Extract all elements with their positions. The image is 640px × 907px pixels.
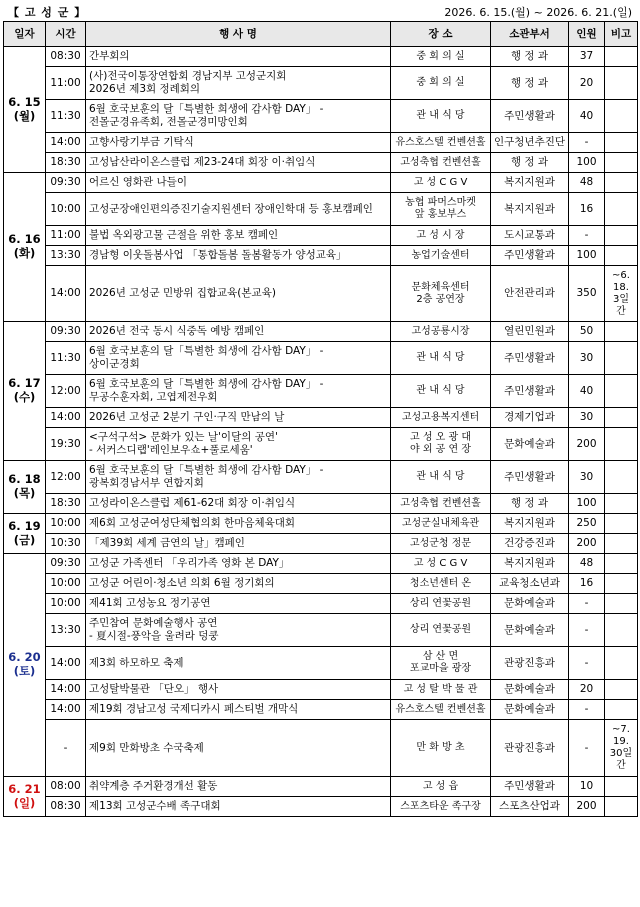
dept-cell: 교육청소년과 <box>491 574 569 594</box>
count-cell: 48 <box>569 173 605 193</box>
day-date-cell: 6. 18 (목) <box>4 461 46 514</box>
time-cell: 08:30 <box>46 47 86 67</box>
table-header-row <box>4 22 638 47</box>
dept-cell: 행 정 과 <box>491 494 569 514</box>
table-row <box>4 408 638 428</box>
table-row <box>4 647 638 680</box>
place-cell: 고성군실내체육관 <box>391 514 491 534</box>
time-cell: 12:00 <box>46 375 86 408</box>
dept-cell: 열린민원과 <box>491 322 569 342</box>
dept-cell: 관광진흥과 <box>491 720 569 777</box>
note-cell <box>605 594 638 614</box>
table-row <box>4 574 638 594</box>
event-cell: 어르신 영화관 나들이 <box>86 173 391 193</box>
table-row <box>4 461 638 494</box>
event-cell: 고성탈박물관 「단오」 행사 <box>86 680 391 700</box>
count-cell: 16 <box>569 193 605 226</box>
time-cell: 10:00 <box>46 514 86 534</box>
event-cell: 6월 호국보훈의 달「특별한 희생에 감사함 DAY」 - 상이군경회 <box>86 342 391 375</box>
table-row <box>4 594 638 614</box>
event-cell: 간부회의 <box>86 47 391 67</box>
event-cell: 고성군 가족센터 「우리가족 영화 본 DAY」 <box>86 554 391 574</box>
time-cell: 14:00 <box>46 680 86 700</box>
time-cell: 10:00 <box>46 594 86 614</box>
time-cell: 09:30 <box>46 173 86 193</box>
count-cell: - <box>569 614 605 647</box>
time-cell: 13:30 <box>46 246 86 266</box>
table-row <box>4 700 638 720</box>
place-cell: 스포츠타운 족구장 <box>391 797 491 817</box>
table-row <box>4 797 638 817</box>
event-cell: 제19회 경남고성 국제디카시 페스티벌 개막식 <box>86 700 391 720</box>
place-cell: 삼 산 면 포교마을 광장 <box>391 647 491 680</box>
schedule-table <box>3 21 638 817</box>
day-date-cell: 6. 15 (월) <box>4 47 46 173</box>
day-date-cell: 6. 17 (수) <box>4 322 46 461</box>
dept-cell: 경제기업과 <box>491 408 569 428</box>
note-cell <box>605 193 638 226</box>
count-cell: 37 <box>569 47 605 67</box>
note-cell <box>605 797 638 817</box>
time-cell: 08:30 <box>46 797 86 817</box>
count-cell: 100 <box>569 246 605 266</box>
table-row <box>4 266 638 322</box>
place-cell: 고 성 탈 박 물 관 <box>391 680 491 700</box>
place-cell: 농협 파머스마켓 앞 홍보부스 <box>391 193 491 226</box>
time-cell: 14:00 <box>46 408 86 428</box>
count-cell: - <box>569 133 605 153</box>
event-cell: 고성남산라이온스클럽 제23-24대 회장 이·취임식 <box>86 153 391 173</box>
note-cell: ~6. 18. 3일 간 <box>605 266 638 322</box>
table-row <box>4 173 638 193</box>
table-row <box>4 494 638 514</box>
time-cell: - <box>46 720 86 777</box>
note-cell: ~7. 19. 30일 간 <box>605 720 638 777</box>
schedule-header <box>0 0 640 20</box>
place-cell: 유스호스텔 컨벤션홀 <box>391 700 491 720</box>
table-row <box>4 246 638 266</box>
note-cell <box>605 133 638 153</box>
col-time: 시간 <box>46 22 86 47</box>
note-cell <box>605 100 638 133</box>
count-cell: - <box>569 720 605 777</box>
event-cell: 고성군 어린이·청소년 의회 6월 정기회의 <box>86 574 391 594</box>
table-row <box>4 193 638 226</box>
dept-cell: 복지지원과 <box>491 173 569 193</box>
table-row <box>4 554 638 574</box>
col-event: 행 사 명 <box>86 22 391 47</box>
count-cell: - <box>569 700 605 720</box>
dept-cell: 복지지원과 <box>491 193 569 226</box>
note-cell <box>605 375 638 408</box>
event-cell: 고성라이온스클럽 제61-62대 회장 이·취임식 <box>86 494 391 514</box>
event-cell: 제3회 하모하모 축제 <box>86 647 391 680</box>
place-cell: 고성축협 컨벤션홀 <box>391 153 491 173</box>
count-cell: 250 <box>569 514 605 534</box>
table-row <box>4 100 638 133</box>
table-row <box>4 777 638 797</box>
place-cell: 중 회 의 실 <box>391 67 491 100</box>
count-cell: 200 <box>569 428 605 461</box>
dept-cell: 복지지원과 <box>491 514 569 534</box>
note-cell <box>605 322 638 342</box>
event-cell: 취약계층 주거환경개선 활동 <box>86 777 391 797</box>
time-cell: 18:30 <box>46 153 86 173</box>
time-cell: 11:00 <box>46 67 86 100</box>
dept-cell: 주민생활과 <box>491 100 569 133</box>
count-cell: 10 <box>569 777 605 797</box>
count-cell: 200 <box>569 797 605 817</box>
time-cell: 12:00 <box>46 461 86 494</box>
count-cell: 40 <box>569 100 605 133</box>
table-row <box>4 47 638 67</box>
count-cell: 16 <box>569 574 605 594</box>
note-cell <box>605 226 638 246</box>
count-cell: 30 <box>569 408 605 428</box>
event-cell: 제9회 만화방초 수국축제 <box>86 720 391 777</box>
dept-cell: 행 정 과 <box>491 153 569 173</box>
event-cell: 고성군장애인편의증진기술지원센터 장애인학대 등 홍보캠페인 <box>86 193 391 226</box>
note-cell <box>605 680 638 700</box>
time-cell: 08:00 <box>46 777 86 797</box>
dept-cell: 주민생활과 <box>491 461 569 494</box>
count-cell: - <box>569 226 605 246</box>
count-cell: 48 <box>569 554 605 574</box>
count-cell: 100 <box>569 153 605 173</box>
event-cell: (사)전국이통장연합회 경남지부 고성군지회 2026년 제3회 정례회의 <box>86 67 391 100</box>
place-cell: 관 내 식 당 <box>391 375 491 408</box>
time-cell: 14:00 <box>46 700 86 720</box>
time-cell: 10:00 <box>46 574 86 594</box>
event-cell: 6월 호국보훈의 달「특별한 희생에 감사함 DAY」 - 무공수훈자회, 고엽제전우회 <box>86 375 391 408</box>
dept-cell: 행 정 과 <box>491 67 569 100</box>
dept-cell: 문화예술과 <box>491 680 569 700</box>
dept-cell: 인구청년추진단 <box>491 133 569 153</box>
count-cell: 40 <box>569 375 605 408</box>
col-note: 비고 <box>605 22 638 47</box>
table-row <box>4 534 638 554</box>
note-cell <box>605 700 638 720</box>
place-cell: 고 성 읍 <box>391 777 491 797</box>
col-place: 장 소 <box>391 22 491 47</box>
dept-cell: 문화예술과 <box>491 428 569 461</box>
event-cell: <구석구석> 문화가 있는 날'이달의 공연' - 서커스디랩'레인보우쇼+풀로세움' <box>86 428 391 461</box>
dept-cell: 주민생활과 <box>491 246 569 266</box>
dept-cell: 스포츠산업과 <box>491 797 569 817</box>
event-cell: 경남형 이웃돌봄사업 「통합돌봄 돌봄활동가 양성교육」 <box>86 246 391 266</box>
place-cell: 고성축협 컨벤션홀 <box>391 494 491 514</box>
note-cell <box>605 614 638 647</box>
dept-cell: 관광진흥과 <box>491 647 569 680</box>
dept-cell: 주민생활과 <box>491 777 569 797</box>
place-cell: 관 내 식 당 <box>391 100 491 133</box>
dept-cell: 문화예술과 <box>491 594 569 614</box>
time-cell: 14:00 <box>46 266 86 322</box>
event-cell: 불법 옥외광고물 근절을 위한 홍보 캠페인 <box>86 226 391 246</box>
dept-cell: 문화예술과 <box>491 614 569 647</box>
dept-cell: 주민생활과 <box>491 342 569 375</box>
time-cell: 18:30 <box>46 494 86 514</box>
table-row <box>4 133 638 153</box>
schedule-body <box>4 47 638 817</box>
note-cell <box>605 47 638 67</box>
place-cell: 관 내 식 당 <box>391 461 491 494</box>
note-cell <box>605 777 638 797</box>
place-cell: 고성고용복지센터 <box>391 408 491 428</box>
dept-cell: 안전관리과 <box>491 266 569 322</box>
time-cell: 10:30 <box>46 534 86 554</box>
count-cell: 30 <box>569 342 605 375</box>
note-cell <box>605 153 638 173</box>
day-date-cell: 6. 20 (토) <box>4 554 46 777</box>
count-cell: 350 <box>569 266 605 322</box>
dept-cell: 복지지원과 <box>491 554 569 574</box>
place-cell: 고성군청 정문 <box>391 534 491 554</box>
note-cell <box>605 554 638 574</box>
dept-cell: 도시교통과 <box>491 226 569 246</box>
table-row <box>4 680 638 700</box>
count-cell: 20 <box>569 680 605 700</box>
note-cell <box>605 342 638 375</box>
period-range: 2026. 6. 15.(월) ~ 2026. 6. 21.(일) <box>444 6 632 19</box>
col-dept: 소관부서 <box>491 22 569 47</box>
table-row <box>4 67 638 100</box>
count-cell: 30 <box>569 461 605 494</box>
day-date-cell: 6. 19 (금) <box>4 514 46 554</box>
place-cell: 고 성 C G V <box>391 173 491 193</box>
dept-cell: 문화예술과 <box>491 700 569 720</box>
event-cell: 2026년 고성군 2분기 구인·구직 만남의 날 <box>86 408 391 428</box>
dept-cell: 주민생활과 <box>491 375 569 408</box>
note-cell <box>605 534 638 554</box>
place-cell: 농업기술센터 <box>391 246 491 266</box>
event-cell: 6월 호국보훈의 달「특별한 희생에 감사함 DAY」 - 전몰군경유족회, 전몰군경미망인회 <box>86 100 391 133</box>
count-cell: - <box>569 647 605 680</box>
col-count: 인원 <box>569 22 605 47</box>
county-title: 【 고 성 군 】 <box>8 6 87 19</box>
time-cell: 19:30 <box>46 428 86 461</box>
table-row <box>4 342 638 375</box>
place-cell: 상리 연꽃공원 <box>391 594 491 614</box>
time-cell: 11:30 <box>46 342 86 375</box>
place-cell: 고성공룡시장 <box>391 322 491 342</box>
dept-cell: 행 정 과 <box>491 47 569 67</box>
table-row <box>4 514 638 534</box>
note-cell <box>605 173 638 193</box>
time-cell: 14:00 <box>46 647 86 680</box>
count-cell: 20 <box>569 67 605 100</box>
time-cell: 09:30 <box>46 322 86 342</box>
table-row <box>4 153 638 173</box>
place-cell: 고 성 C G V <box>391 554 491 574</box>
note-cell <box>605 67 638 100</box>
col-date: 일자 <box>4 22 46 47</box>
note-cell <box>605 574 638 594</box>
note-cell <box>605 514 638 534</box>
note-cell <box>605 428 638 461</box>
table-row <box>4 614 638 647</box>
place-cell: 문화체육센터 2층 공연장 <box>391 266 491 322</box>
event-cell: 제13회 고성군수배 족구대회 <box>86 797 391 817</box>
time-cell: 10:00 <box>46 193 86 226</box>
event-cell: 제41회 고성농요 정기공연 <box>86 594 391 614</box>
place-cell: 유스호스텔 컨벤션홀 <box>391 133 491 153</box>
event-cell: 2026년 전국 동시 식중독 예방 캠페인 <box>86 322 391 342</box>
table-row <box>4 322 638 342</box>
table-row <box>4 226 638 246</box>
time-cell: 11:00 <box>46 226 86 246</box>
place-cell: 상리 연꽃공원 <box>391 614 491 647</box>
event-cell: 고향사랑기부금 기탁식 <box>86 133 391 153</box>
count-cell: 100 <box>569 494 605 514</box>
event-cell: 「제39회 세계 금연의 날」캠페인 <box>86 534 391 554</box>
event-cell: 주민참여 문화예술행사 공연 - 夏시절-풍악을 울려라 덩쿵 <box>86 614 391 647</box>
time-cell: 09:30 <box>46 554 86 574</box>
place-cell: 고 성 시 장 <box>391 226 491 246</box>
place-cell: 청소년센터 온 <box>391 574 491 594</box>
day-date-cell: 6. 16 (화) <box>4 173 46 322</box>
note-cell <box>605 647 638 680</box>
time-cell: 11:30 <box>46 100 86 133</box>
table-row <box>4 375 638 408</box>
count-cell: - <box>569 594 605 614</box>
place-cell: 중 회 의 실 <box>391 47 491 67</box>
table-row <box>4 720 638 777</box>
table-row <box>4 428 638 461</box>
place-cell: 만 화 방 초 <box>391 720 491 777</box>
day-date-cell: 6. 21 (일) <box>4 777 46 817</box>
event-cell: 제6회 고성군여성단체협의회 한마음체육대회 <box>86 514 391 534</box>
place-cell: 고 성 오 광 대 야 외 공 연 장 <box>391 428 491 461</box>
count-cell: 50 <box>569 322 605 342</box>
event-cell: 2026년 고성군 민방위 집합교육(본교육) <box>86 266 391 322</box>
time-cell: 14:00 <box>46 133 86 153</box>
note-cell <box>605 494 638 514</box>
note-cell <box>605 461 638 494</box>
place-cell: 관 내 식 당 <box>391 342 491 375</box>
count-cell: 200 <box>569 534 605 554</box>
dept-cell: 건강증진과 <box>491 534 569 554</box>
event-cell: 6월 호국보훈의 달「특별한 희생에 감사함 DAY」 - 광복회경남서부 연합지회 <box>86 461 391 494</box>
note-cell <box>605 246 638 266</box>
note-cell <box>605 408 638 428</box>
time-cell: 13:30 <box>46 614 86 647</box>
